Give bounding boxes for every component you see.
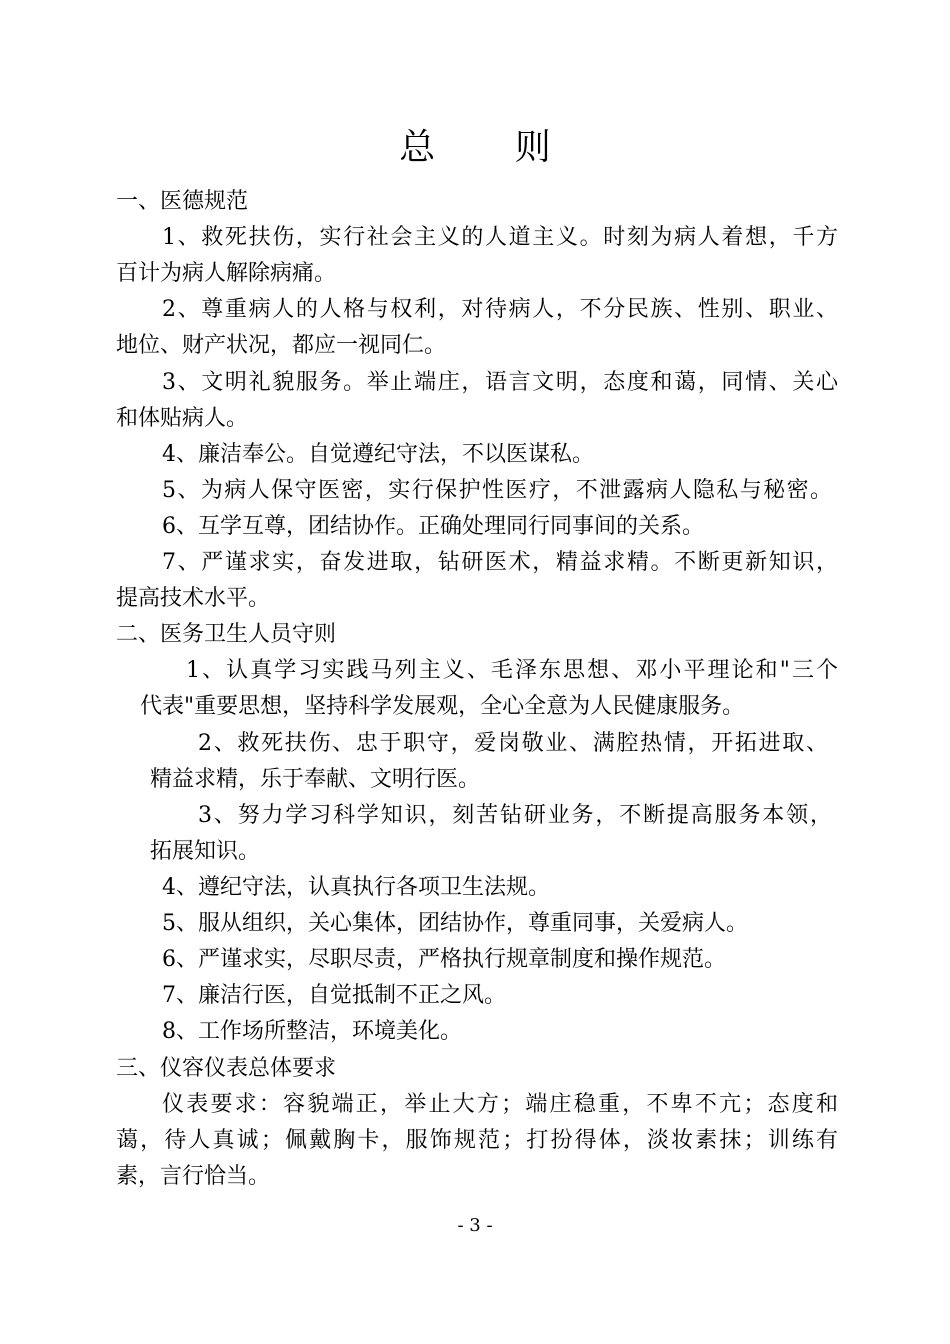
paragraph-line: 百计为病人解除病痛。 bbox=[116, 261, 337, 286]
paragraph-line: 1、认真学习实践马列主义、毛泽东思想、邓小平理论和"三个 bbox=[186, 658, 838, 683]
paragraph-line: 4、廉洁奉公。自觉遵纪守法，不以医谋私。 bbox=[162, 442, 594, 467]
paragraph-line: 地位、财产状况，都应一视同仁。 bbox=[116, 333, 447, 358]
paragraph-line: 3、努力学习科学知识，刻苦钻研业务，不断提高服务本领， bbox=[198, 803, 832, 828]
paragraph-line: 代表"重要思想，坚持科学发展观，全心全意为人民健康服务。 bbox=[140, 694, 745, 719]
paragraph-line: 和体贴病人。 bbox=[116, 406, 249, 431]
paragraph-line: 素，言行恰当。 bbox=[116, 1164, 271, 1189]
paragraph-line: 5、为病人保守医密，实行保护性医疗，不泄露病人隐私与秘密。 bbox=[162, 478, 832, 503]
paragraph-line: 蔼，待人真诚；佩戴胸卡，服饰规范；打扮得体，淡妆素抹；训练有 bbox=[116, 1128, 838, 1153]
paragraph-line: 仪表要求：容貌端正，举止大方；端庄稳重，不卑不亢；态度和 bbox=[162, 1092, 838, 1117]
paragraph-line: 8、工作场所整洁，环境美化。 bbox=[162, 1019, 462, 1044]
section-heading-3: 三、仪容仪表总体要求 bbox=[116, 1056, 337, 1081]
paragraph-line: 1、救死扶伤，实行社会主义的人道主义。时刻为病人着想，千方 bbox=[162, 225, 838, 250]
paragraph-line: 6、严谨求实，尽职尽责，严格执行规章制度和操作规范。 bbox=[162, 947, 726, 972]
paragraph-line: 精益求精，乐于奉献、文明行医。 bbox=[150, 767, 481, 792]
section-heading-2: 二、医务卫生人员守则 bbox=[116, 622, 337, 647]
paragraph-line: 7、严谨求实，奋发进取，钻研医术，精益求精。不断更新知识， bbox=[162, 550, 838, 575]
paragraph-line: 7、廉洁行医，自觉抵制不正之风。 bbox=[162, 983, 506, 1008]
page-number: - 3 - bbox=[457, 1215, 493, 1236]
paragraph-line: 3、文明礼貌服务。举止端庄，语言文明，态度和蔼，同情、关心 bbox=[162, 370, 838, 395]
section-heading-1: 一、医德规范 bbox=[116, 189, 249, 214]
paragraph-line: 6、互学互尊，团结协作。正确处理同行同事间的关系。 bbox=[162, 514, 704, 539]
paragraph-line: 提高技术水平。 bbox=[116, 586, 271, 611]
paragraph-line: 5、服从组织，关心集体，团结协作，尊重同事，关爱病人。 bbox=[162, 911, 748, 936]
page-title: 总 则 bbox=[399, 127, 585, 168]
paragraph-line: 拓展知识。 bbox=[150, 839, 261, 864]
paragraph-line: 4、遵纪守法，认真执行各项卫生法规。 bbox=[162, 875, 550, 900]
paragraph-line: 2、尊重病人的人格与权利，对待病人，不分民族、性别、职业、 bbox=[162, 297, 838, 322]
paragraph-line: 2、救死扶伤、忠于职守，爱岗敬业、满腔热情，开拓进取、 bbox=[198, 731, 828, 756]
